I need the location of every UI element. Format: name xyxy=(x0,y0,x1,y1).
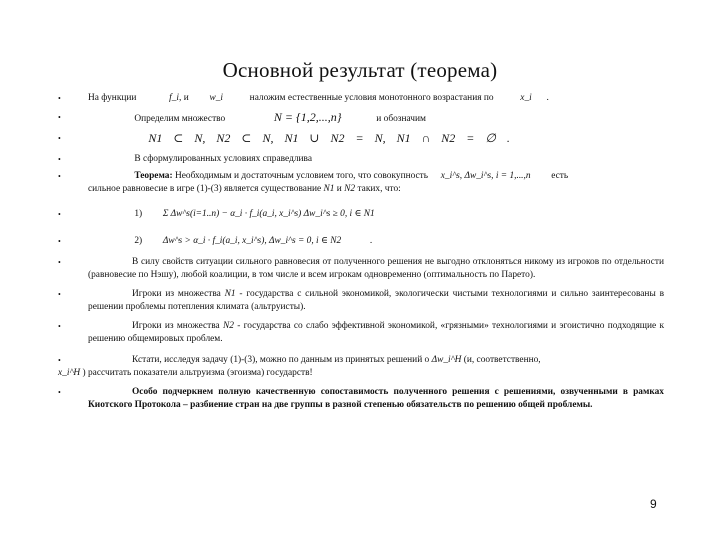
list-item xyxy=(58,111,664,126)
item-text: сильное равновесие в игре (1)-(3) является существование xyxy=(88,184,322,194)
list-item xyxy=(58,208,664,221)
item-text: Игроки из множества xyxy=(132,289,221,299)
list-item xyxy=(58,354,664,367)
item-text: . xyxy=(546,93,549,103)
bullet: • xyxy=(58,113,61,122)
bullet: • xyxy=(58,356,61,365)
bullet: • xyxy=(58,388,61,397)
theorem-label: Теорема: xyxy=(134,171,173,181)
item-text: Особо подчеркнем полную качественную сопоставимость полученного решения с решениями, озвученными в рамках Киотского Протокола – разбиение стран на две группы в разной степенью обязательств по решению общей проблемы. xyxy=(88,387,664,410)
bullet: • xyxy=(58,172,61,181)
item-text: ) рассчитать показатели альтруизма (эгоизма) государств! xyxy=(82,368,313,378)
list-item-continuation xyxy=(58,367,664,380)
formula-n2: N2 xyxy=(344,184,356,194)
item-text: (и, соответственно, xyxy=(463,355,541,365)
bullet: • xyxy=(58,155,61,164)
condition-label: 2) xyxy=(134,236,143,246)
list-item xyxy=(58,386,664,412)
item-text: В сформулированных условиях справедлива xyxy=(134,154,312,164)
list-item-continuation xyxy=(58,183,664,196)
item-text: таких, что: xyxy=(357,184,401,194)
item-text: . xyxy=(369,236,373,246)
bullet: • xyxy=(58,94,61,103)
condition-label: 1) xyxy=(134,209,143,219)
formula-w: w_i xyxy=(209,93,223,103)
item-text: Определим множество xyxy=(134,114,226,124)
list-item xyxy=(58,132,664,147)
item-text: На функции xyxy=(88,93,137,103)
bullet: • xyxy=(58,290,61,299)
page-number: 9 xyxy=(650,497,657,511)
item-text: Кстати, исследуя задачу (1)-(3), можно по данным из принятых решений о xyxy=(132,355,430,365)
formula-delta-w: Δw_i^H xyxy=(431,355,462,365)
item-text: - государства с сильной экономикой, экологически чистыми технологиями и сильно заинтересованы в решении проблемы потепления климата (альтруисты). xyxy=(88,289,665,312)
item-text: Необходимым и достаточным условием того, что совокупность xyxy=(174,171,429,181)
formula-n1: N1 xyxy=(224,289,236,299)
bullet: • xyxy=(58,322,61,331)
list-item xyxy=(58,320,664,346)
list-item: • На функции f_i, и w_i наложим естественные условия монотонного возрастания по x_i . xyxy=(58,93,549,103)
item-text: есть xyxy=(551,171,569,181)
item-text: и xyxy=(183,93,189,103)
item-text: и обозначим xyxy=(376,114,426,124)
formula-partition: N1 ⊂ N, N2 ⊂ N, N1 ∪ N2 = N, N1 ∩ N2 = ∅ . xyxy=(148,131,510,145)
formula-set-equilibrium: x_i^s, Δw_i^s, i = 1,...,n xyxy=(440,171,531,181)
slide-content xyxy=(58,92,664,412)
list-item xyxy=(58,153,664,166)
bullet: • xyxy=(58,134,61,143)
item-text: Игроки из множества xyxy=(132,321,220,331)
item-text: наложим естественные условия монотонного возрастания по xyxy=(249,93,494,103)
item-text: В силу свойств ситуации сильного равновесия от полученного решения не выгодно отклоняться никому из игроков по отдельности (равновесие по Нэшу), любой коалиции, в том числе и всем игрокам одновременно (оптимальность по Парето). xyxy=(88,257,664,280)
formula-n1: N1 xyxy=(323,184,335,194)
formula-condition-1: Σ Δw^s(i=1..n) − α_i · f_i(a_i, x_i^s) Δw_i^s ≥ 0, i ∈ N1 xyxy=(162,209,375,219)
item-text: и xyxy=(336,184,342,194)
list-item xyxy=(58,170,664,183)
bullet: • xyxy=(58,210,61,219)
list-item xyxy=(58,235,664,248)
bullet: • xyxy=(58,237,61,246)
list-item xyxy=(58,256,664,282)
slide-title: Основной результат (теорема) xyxy=(222,58,498,82)
list-item xyxy=(58,288,664,314)
formula-set: N = {1,2,...,n} xyxy=(273,110,342,124)
item-text: - государства со слабо эффективной экономикой, «грязными» технологиями и эгоистично подходящие к решению общемировых проблем. xyxy=(88,321,665,344)
formula-condition-2: Δw^s > α_i · f_i(a_i, x_i^s), Δw_i^s = 0, i ∈ N2 xyxy=(162,236,342,246)
formula-x: x_i xyxy=(520,93,532,103)
formula-x: x_i^H xyxy=(58,368,81,378)
formula-n2: N2 xyxy=(222,321,234,331)
bullet: • xyxy=(58,258,61,267)
formula-f: f_i xyxy=(169,93,180,103)
